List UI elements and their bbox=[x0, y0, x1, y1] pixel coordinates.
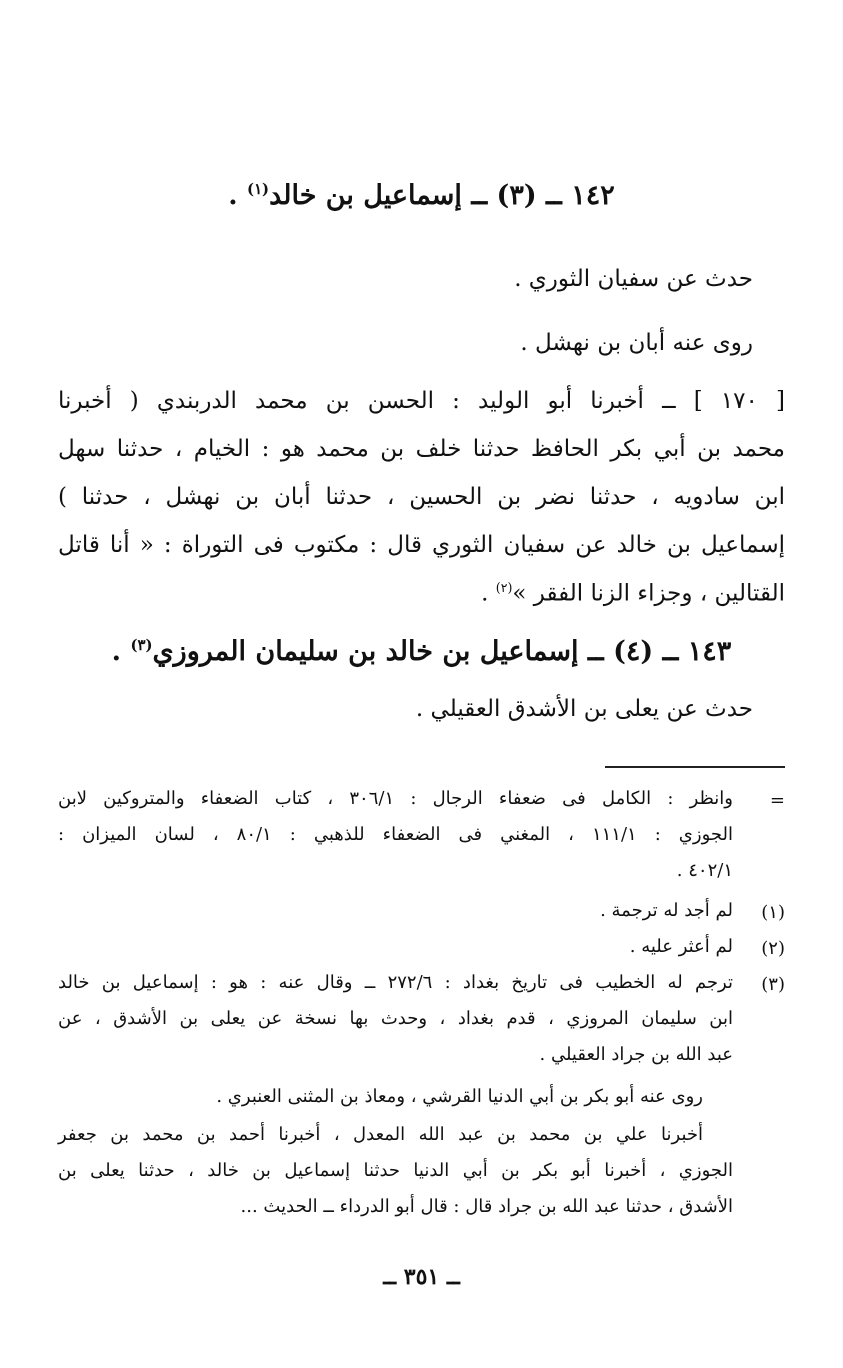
footnote-ref: (٢) bbox=[495, 580, 513, 595]
footnote-mark-2: (٢) bbox=[761, 938, 785, 959]
footnote-line: ٤٠٢/١ . bbox=[676, 860, 733, 881]
heading-end: . bbox=[111, 636, 131, 667]
footnote-line: ابن سليمان المروزي ، قدم بغداد ، وحدث بها نسخة عن يعلى بن الأشدق ، عن bbox=[58, 1008, 733, 1029]
heading-end: . bbox=[228, 180, 248, 211]
footnote-1-text: لم أجد له ترجمة . bbox=[600, 900, 733, 921]
continuation-mark: = bbox=[769, 790, 785, 811]
entry-heading-143 bbox=[0, 636, 843, 667]
entry-heading-142 bbox=[0, 180, 843, 211]
footnote-line: وانظر : الكامل فى ضعفاء الرجال : ٣٠٦/١ ، كتاب الضعفاء والمتروكين لابن bbox=[58, 788, 733, 809]
footnote-line: روى عنه أبو بكر بن أبي الدنيا القرشي ، ومعاذ بن المثنى العنبري . bbox=[216, 1086, 703, 1107]
body-text: القتالين ، وجزاء الزنا الفقر » bbox=[512, 580, 785, 607]
footnote-ref: (٣) bbox=[130, 636, 153, 654]
footnote-rule bbox=[605, 766, 785, 768]
footnote-mark-3: (٣) bbox=[761, 974, 785, 995]
page-number: ــ ٣٥١ ــ bbox=[383, 1264, 460, 1290]
footnote-line: عبد الله بن جراد العقيلي . bbox=[539, 1044, 733, 1065]
footnote-line: الجوزي : ١١١/١ ، المغني فى الضعفاء للذهبي : ٨٠/١ ، لسان الميزان : bbox=[58, 824, 733, 845]
body-line bbox=[481, 580, 785, 607]
body-text-end: . bbox=[481, 580, 496, 607]
footnote-line: الأشدق ، حدثنا عبد الله بن جراد قال : قال أبو الدرداء ــ الحديث ... bbox=[240, 1196, 733, 1217]
footnote-line: ترجم له الخطيب فى تاريخ بغداد : ٢٧٢/٦ ــ وقال عنه : هو : إسماعيل بن خالد bbox=[58, 972, 733, 993]
footnote-ref: (١) bbox=[247, 180, 270, 198]
footnote-line: أخبرنا علي بن محمد بن عبد الله المعدل ، أخبرنا أحمد بن محمد بن جعفر bbox=[58, 1124, 703, 1145]
body-line: حدث عن يعلى بن الأشدق العقيلي . bbox=[415, 696, 753, 722]
body-line: محمد بن أبي بكر الحافظ حدثنا خلف بن محمد هو : الخيام ، حدثنا سهل bbox=[58, 436, 785, 462]
footnote-line: الجوزي ، أخبرنا أبو بكر بن أبي الدنيا حدثنا إسماعيل بن خالد ، حدثنا يعلى بن bbox=[58, 1160, 733, 1181]
footnote-2-text: لم أعثر عليه . bbox=[629, 936, 733, 957]
body-line: حدث عن سفيان الثوري . bbox=[514, 266, 753, 292]
body-line: روى عنه أبان بن نهشل . bbox=[520, 330, 753, 356]
body-line: ابن سادويه ، حدثنا نضر بن الحسين ، حدثنا أبان بن نهشل ، حدثنا ) bbox=[58, 484, 785, 510]
heading-text: ١٤٢ ــ (٣) ــ إسماعيل بن خالد bbox=[269, 180, 615, 211]
body-line: [ ١٧٠ ] ــ أخبرنا أبو الوليد : الحسن بن محمد الدربندي ( أخبرنا bbox=[58, 388, 785, 414]
footnote-mark-1: (١) bbox=[761, 902, 785, 923]
heading-text: ١٤٣ ــ (٤) ــ إسماعيل بن خالد بن سليمان المروزي bbox=[152, 636, 732, 667]
body-line: إسماعيل بن خالد عن سفيان الثوري قال : مكتوب فى التوراة : « أنا قاتل bbox=[58, 532, 785, 558]
